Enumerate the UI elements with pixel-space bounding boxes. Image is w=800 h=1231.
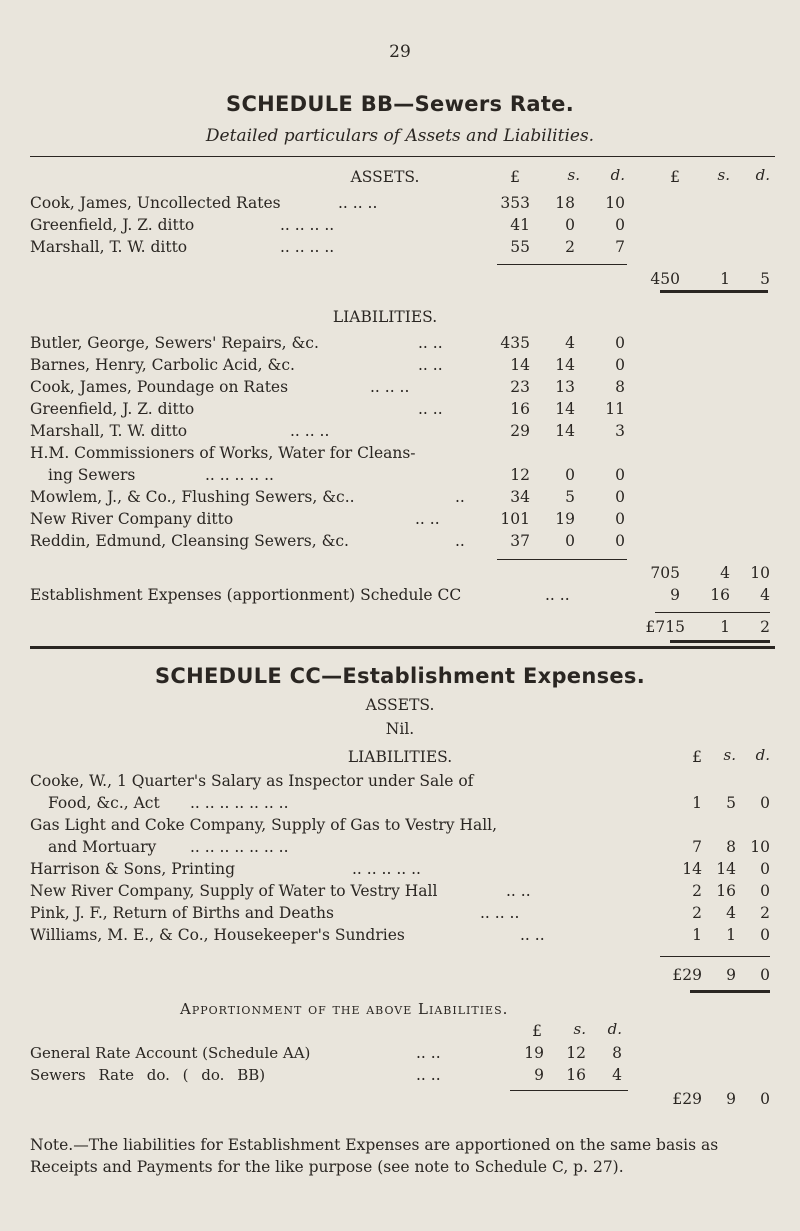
row-label: Pink, J. F., Return of Births and Deaths [30,904,334,922]
row-leader: .. [455,532,465,550]
row-label: Barnes, Henry, Carbolic Acid, &c. [30,356,295,374]
amount-shillings: 14 [555,400,575,418]
amount-shillings: 16 [566,1066,586,1084]
row-leader: .. .. [416,1066,441,1084]
amount-pounds: 101 [500,510,530,528]
amount-pence: 0 [615,216,625,234]
cc-col-s: s. [723,746,736,764]
amount-pence: 8 [612,1044,622,1062]
section-divider [30,646,775,649]
amount-pence: 0 [615,510,625,528]
row-label: H.M. Commissioners of Works, Water for Cleans- [30,444,416,462]
subtotal-rule [510,1090,628,1091]
row-label: Cook, James, Poundage on Rates [30,378,289,396]
amount-pence: 0 [615,488,625,506]
amount-shillings: 14 [555,356,575,374]
amount-pounds: 14 [510,356,530,374]
amount-pence: 0 [760,966,770,984]
row-leader: .. .. .. .. .. [205,466,274,484]
row-leader: .. .. .. [480,904,520,922]
bb-liabilities-heading: LIABILITIES. [332,308,438,326]
cc-assets-heading: ASSETS. [365,696,435,714]
row-label: Marshall, T. W. ditto [30,422,188,440]
row-leader: .. .. [416,1044,441,1062]
app-col-s: s. [573,1020,586,1038]
amount-shillings: 18 [555,194,575,212]
bb-col-s-2: s. [717,166,730,184]
amount-pounds: 2 [692,882,702,900]
schedule-bb-subtitle: Detailed particulars of Assets and Liabilities. [205,126,595,146]
amount-pence: 0 [760,882,770,900]
amount-pounds: £29 [672,1090,702,1108]
amount-shillings: 14 [555,422,575,440]
row-leader: .. .. [545,586,570,604]
row-label-continued: and Mortuary [48,838,157,856]
amount-pence: 0 [760,1090,770,1108]
amount-pence: 4 [760,586,770,604]
amount-shillings: 9 [726,966,736,984]
apportionment-heading: Apportionment of the above Liabilities. [180,1000,509,1018]
row-label: Greenfield, J. Z. ditto [30,400,195,418]
cc-col-pound: £ [692,748,702,766]
amount-pounds: 41 [510,216,530,234]
row-leader: .. .. [415,510,440,528]
amount-shillings: 5 [726,794,736,812]
row-leader: .. .. [520,926,545,944]
amount-shillings: 4 [565,334,575,352]
amount-pounds: 705 [650,564,680,582]
row-leader: .. .. .. [370,378,410,396]
amount-pounds: 23 [510,378,530,396]
amount-shillings: 1 [720,270,730,288]
amount-pounds: 19 [524,1044,544,1062]
total-double-rule [690,990,770,993]
amount-pounds: 29 [510,422,530,440]
row-leader: .. .. .. [338,194,378,212]
row-leader: .. .. .. .. .. .. .. [190,794,289,812]
row-label: Sewers Rate do. ( do. BB) [30,1066,266,1084]
bb-col-pound-2: £ [670,168,680,186]
amount-pence: 10 [750,838,770,856]
footnote: Note.—The liabilities for Establishment Expenses are apportioned on the same basis as Receipts and Payments for the like purpose (see note to Schedule C, p. 27). [30,1136,719,1176]
row-label: Harrison & Sons, Printing [30,860,236,878]
row-label: General Rate Account (Schedule AA) [30,1044,311,1062]
amount-pounds: 37 [510,532,530,550]
amount-shillings: 1 [720,618,730,636]
amount-pence: 5 [760,270,770,288]
app-col-d: d. [607,1020,622,1038]
amount-pounds: £715 [645,618,685,636]
amount-pence: 10 [750,564,770,582]
amount-pence: 0 [760,926,770,944]
amount-shillings: 4 [726,904,736,922]
row-label: Mowlem, J., & Co., Flushing Sewers, &c.. [30,488,355,506]
total-double-rule [660,290,768,293]
amount-pounds: 1 [692,926,702,944]
amount-pence: 0 [615,532,625,550]
subtotal-rule [660,956,770,957]
amount-shillings: 8 [726,838,736,856]
row-leader: .. .. .. .. .. .. .. [190,838,289,856]
bb-col-d-2: d. [755,166,770,184]
total-double-rule [670,640,770,643]
amount-shillings: 0 [565,532,575,550]
cc-assets-value: Nil. [385,720,415,738]
amount-pence: 0 [760,860,770,878]
bb-assets-heading: ASSETS. [350,168,420,186]
amount-pence: 2 [760,904,770,922]
row-leader: .. .. .. .. .. [352,860,421,878]
row-leader: .. .. [418,356,443,374]
amount-pounds: 9 [670,586,680,604]
amount-pence: 4 [612,1066,622,1084]
cc-col-d: d. [755,746,770,764]
row-leader: .. .. .. .. [280,216,335,234]
row-leader: .. .. .. .. [280,238,335,256]
row-label: Cooke, W., 1 Quarter's Salary as Inspector under Sale of [30,772,474,790]
amount-pence: 3 [615,422,625,440]
amount-shillings: 12 [566,1044,586,1062]
schedule-cc-title: SCHEDULE CC—Establishment Expenses. [155,664,645,688]
amount-pence: 11 [605,400,625,418]
schedule-bb-title: SCHEDULE BB—Sewers Rate. [226,92,574,116]
amount-pounds: 14 [682,860,702,878]
row-leader: .. .. .. [290,422,330,440]
amount-pence: 0 [615,356,625,374]
row-label-continued: Food, &c., Act [48,794,160,812]
amount-pounds: 435 [500,334,530,352]
amount-pence: 10 [605,194,625,212]
row-leader: .. .. [506,882,531,900]
amount-pounds: 450 [650,270,680,288]
row-label: Establishment Expenses (apportionment) Schedule CC [30,586,462,604]
row-label: Marshall, T. W. ditto [30,238,188,256]
bb-col-s: s. [567,166,580,184]
amount-shillings: 16 [710,586,730,604]
amount-pence: 7 [615,238,625,256]
amount-pence: 8 [615,378,625,396]
amount-pence: 0 [615,466,625,484]
subtotal-rule [655,612,770,613]
row-leader: .. [455,488,465,506]
amount-shillings: 1 [726,926,736,944]
amount-pounds: 34 [510,488,530,506]
amount-pounds: 353 [500,194,530,212]
page-number: 29 [389,42,411,62]
row-label: Cook, James, Uncollected Rates [30,194,281,212]
row-label-continued: ing Sewers [48,466,136,484]
subtotal-rule [497,264,627,265]
amount-pence: 0 [615,334,625,352]
row-label: Gas Light and Coke Company, Supply of Gas to Vestry Hall, [30,816,498,834]
amount-pence: 0 [760,794,770,812]
amount-pounds: 55 [510,238,530,256]
amount-shillings: 0 [565,466,575,484]
amount-shillings: 13 [555,378,575,396]
amount-shillings: 19 [555,510,575,528]
amount-pounds: 16 [510,400,530,418]
row-label: New River Company ditto [30,510,234,528]
amount-shillings: 14 [716,860,736,878]
row-label: Greenfield, J. Z. ditto [30,216,195,234]
bb-col-d: d. [610,166,625,184]
amount-pounds: 7 [692,838,702,856]
row-label: Reddin, Edmund, Cleansing Sewers, &c. [30,532,349,550]
amount-pounds: 9 [534,1066,544,1084]
row-label: New River Company, Supply of Water to Vestry Hall [30,882,438,900]
cc-liabilities-heading: LIABILITIES. [347,748,453,766]
amount-pounds: 12 [510,466,530,484]
amount-shillings: 4 [720,564,730,582]
subtotal-rule [497,559,627,560]
row-label: Butler, George, Sewers' Repairs, &c. [30,334,319,352]
amount-pounds: £29 [672,966,702,984]
amount-shillings: 16 [716,882,736,900]
amount-pence: 2 [760,618,770,636]
amount-shillings: 0 [565,216,575,234]
row-leader: .. .. [418,334,443,352]
row-label: Williams, M. E., & Co., Housekeeper's Sundries [30,926,405,944]
amount-pounds: 1 [692,794,702,812]
amount-shillings: 9 [726,1090,736,1108]
app-col-pound: £ [532,1022,542,1040]
amount-shillings: 5 [565,488,575,506]
amount-pounds: 2 [692,904,702,922]
amount-shillings: 2 [565,238,575,256]
header-rule [30,156,775,157]
row-leader: .. .. [418,400,443,418]
bb-col-pound: £ [510,168,520,186]
